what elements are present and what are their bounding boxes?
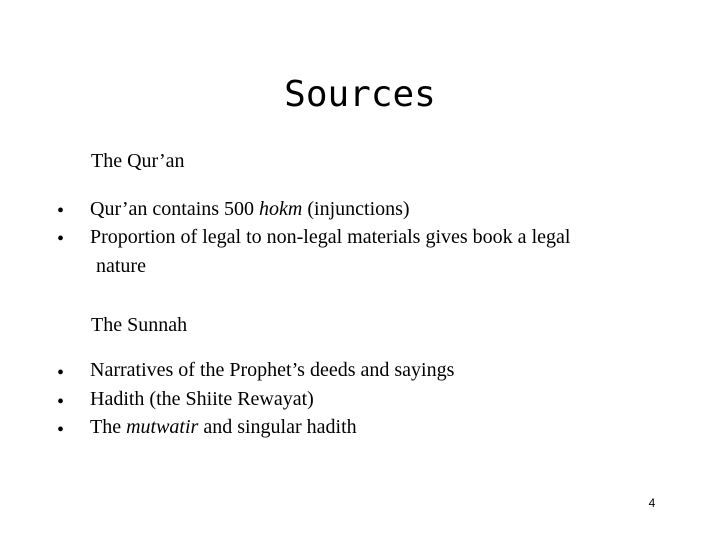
list-item: Hadith (the Shiite Rewayat) [90,388,314,410]
list-item-emphasis: hokm [259,198,303,220]
bullet-marker: • [57,362,65,384]
slide-title-text: Sources [284,74,436,115]
list-item-text: and singular hadith [198,416,357,438]
list-item: Narratives of the Prophet’s deeds and sayings [90,359,455,381]
list-item-text: The [90,416,127,438]
list-item-emphasis: mutwatir [126,416,199,438]
section-heading-sunnah: The Sunnah [91,314,188,336]
page-number: 4 [648,496,656,510]
bullet-marker: • [57,391,65,413]
list-item-continuation: nature [96,255,146,277]
list-item-text: (injunctions) [302,198,410,220]
slide-title [0,74,720,116]
list-item [90,225,570,249]
list-item [90,197,410,221]
list-item-text: Qur’an contains 500 [90,198,260,220]
section-heading-quran: The Qur’an [91,150,185,172]
bullet-marker: • [57,228,65,250]
bullet-marker: • [57,200,65,222]
list-item [90,415,357,439]
list-item-text: Proportion of legal to non-legal materials gives book a legal [90,226,571,248]
bullet-marker: • [57,419,65,441]
